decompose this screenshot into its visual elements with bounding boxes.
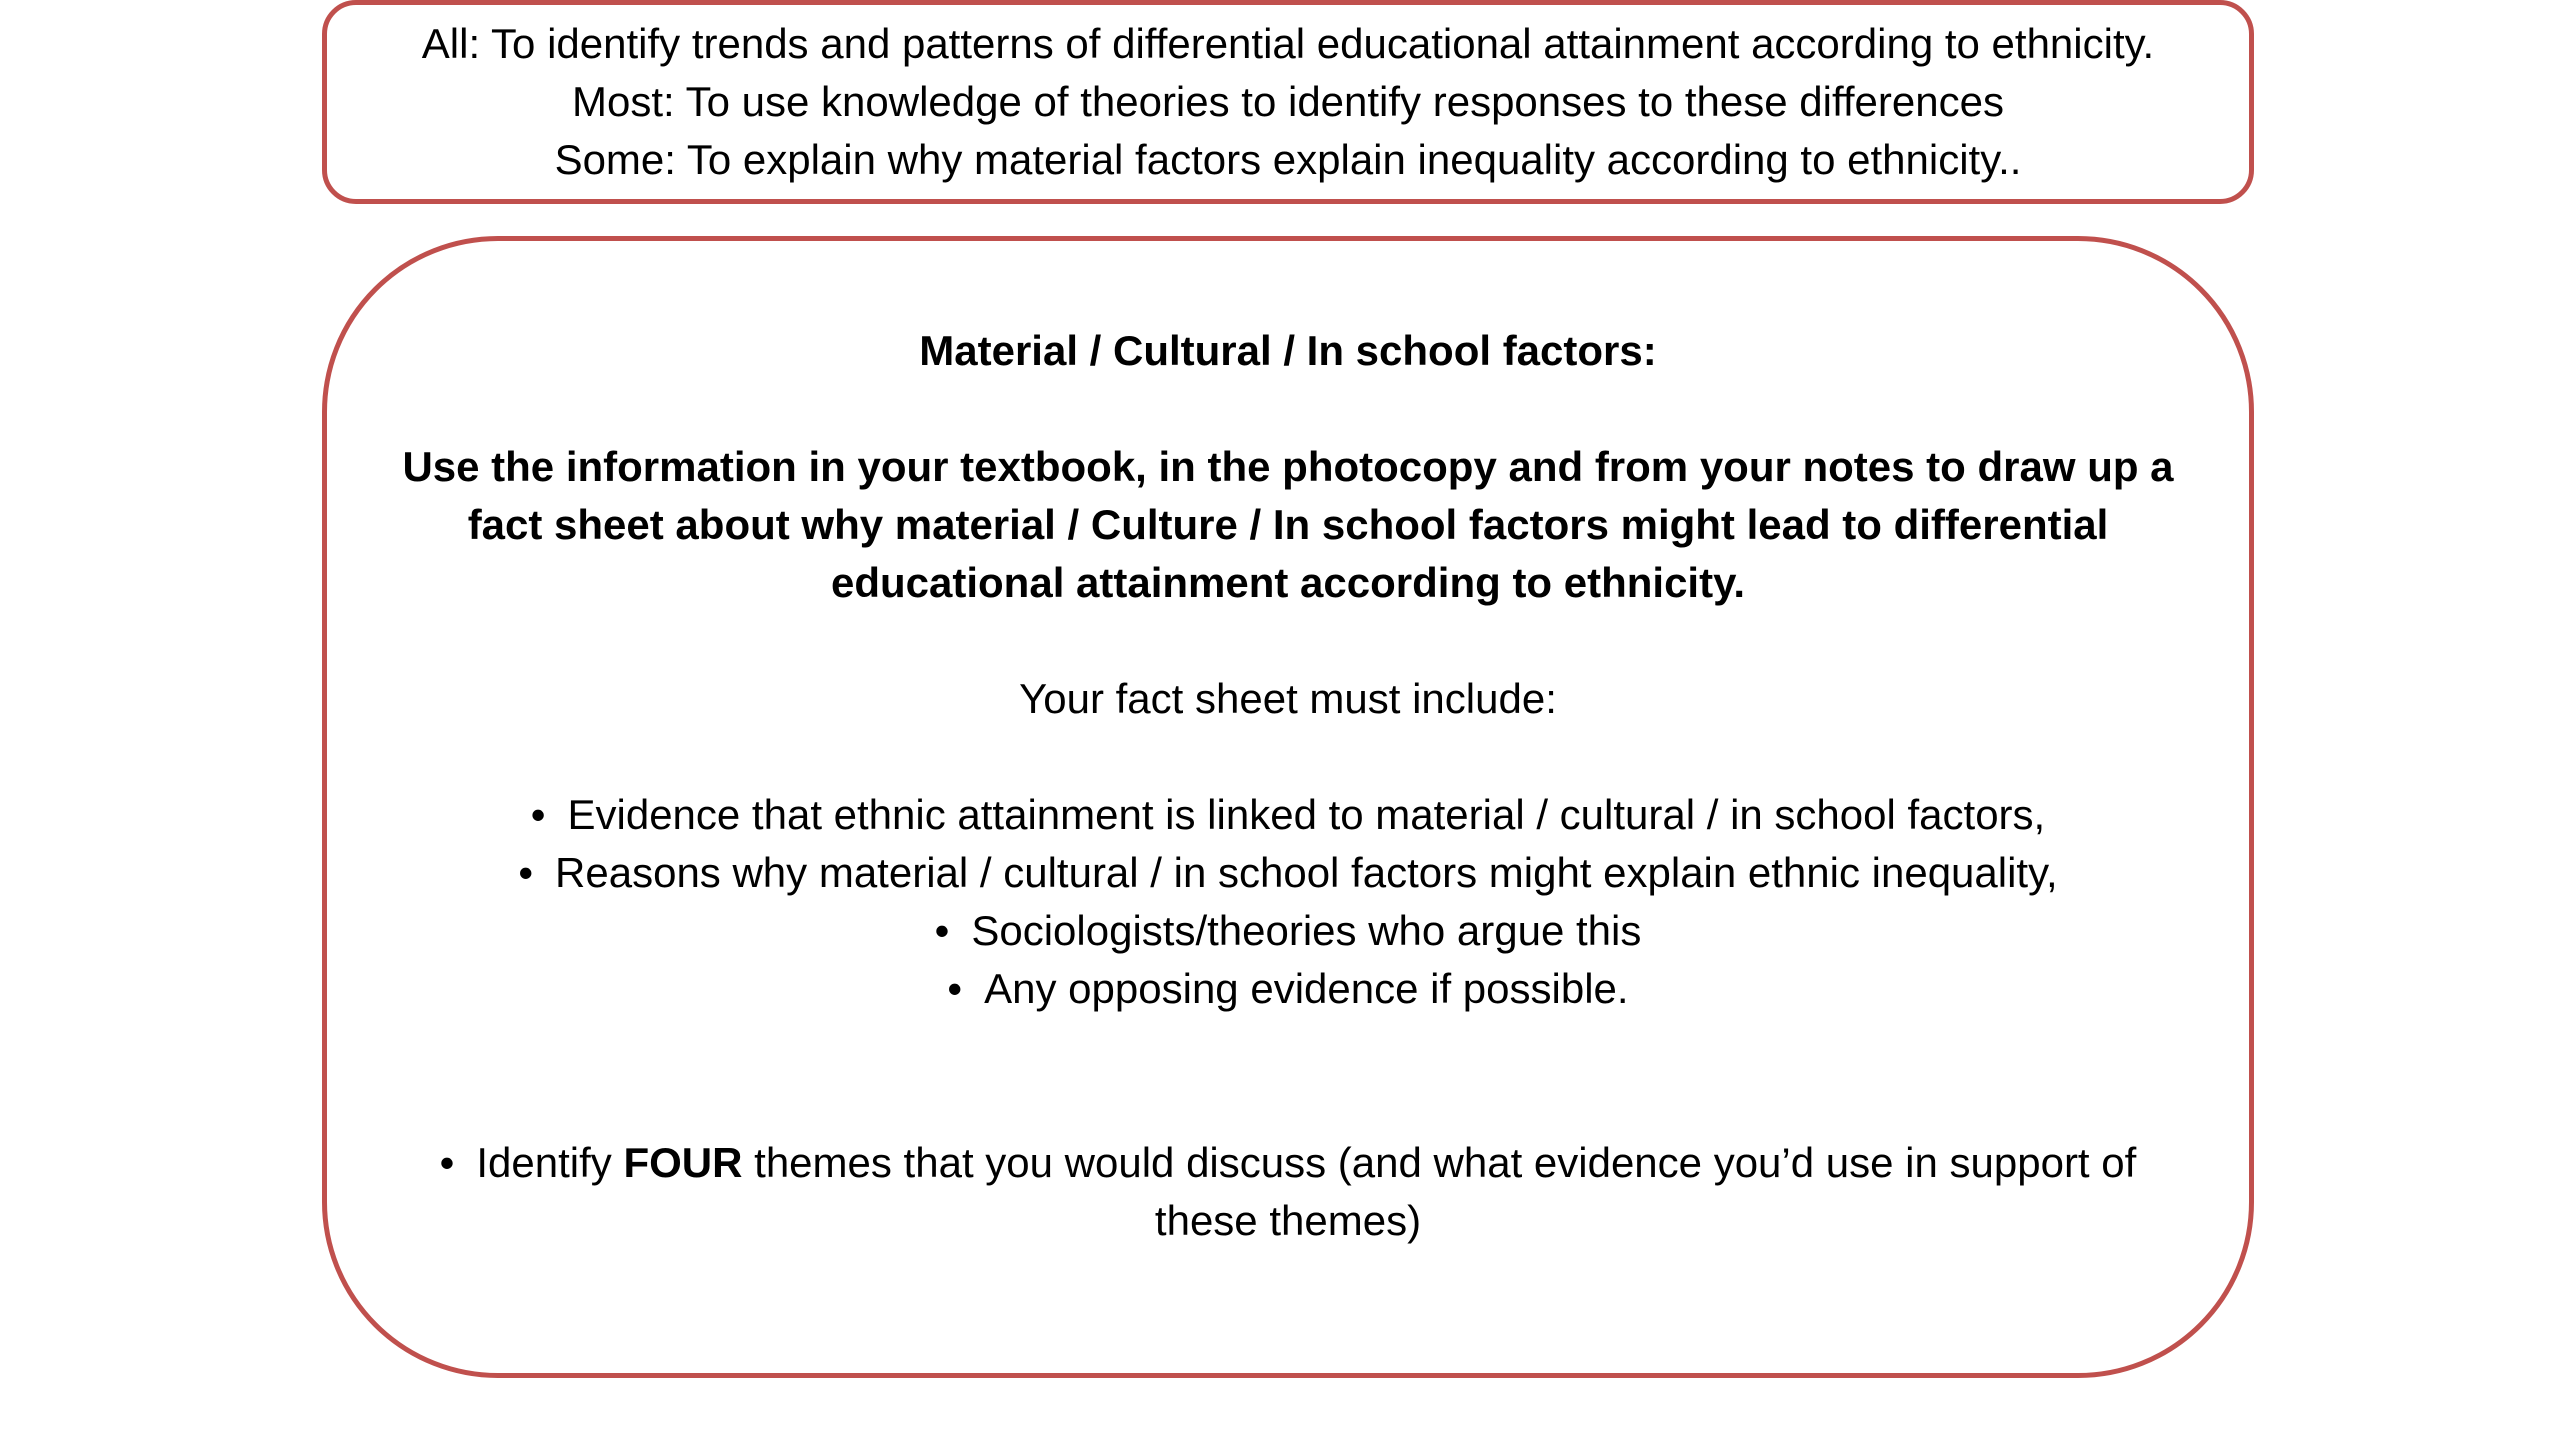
objective-most: Most: To use knowledge of theories to identify responses to these differences <box>572 78 2004 125</box>
bullet-icon: • <box>947 965 963 1012</box>
list-item <box>327 902 2249 960</box>
task-content <box>327 322 2249 1250</box>
themes-task <box>398 1134 2178 1250</box>
themes-count: FOUR <box>623 1139 743 1186</box>
list-item <box>327 786 2249 844</box>
themes-suffix: themes that you would discuss (and what evidence you’d use in support of these themes) <box>742 1139 2137 1244</box>
themes-prefix: Identify <box>476 1139 624 1186</box>
learning-objectives-box <box>322 0 2254 204</box>
bullet-icon: • <box>934 907 950 954</box>
list-item-text: Reasons why material / cultural / in school factors might explain ethnic inequality, <box>555 849 2058 896</box>
list-item-text: Sociologists/theories who argue this <box>971 907 1642 954</box>
list-item <box>327 844 2249 902</box>
bullet-icon: • <box>518 849 534 896</box>
requirements-list <box>327 786 2249 1018</box>
task-instructions: Use the information in your textbook, in the photocopy and from your notes to draw up a fact sheet about why material / Culture / In school factors might lead to differential educational attainment according to ethnicity. <box>402 443 2174 606</box>
bullet-icon: • <box>530 791 546 838</box>
list-item <box>327 960 2249 1018</box>
task-box <box>322 236 2254 1378</box>
objective-some: Some: To explain why material factors explain inequality according to ethnicity.. <box>554 136 2022 183</box>
bullet-icon: • <box>439 1139 455 1186</box>
include-label: Your fact sheet must include: <box>1019 675 1557 722</box>
task-heading: Material / Cultural / In school factors: <box>919 327 1657 374</box>
objective-all: All: To identify trends and patterns of differential educational attainment according to ethnicity. <box>421 20 2155 67</box>
list-item-text: Evidence that ethnic attainment is linked to material / cultural / in school factors, <box>567 791 2046 838</box>
list-item-text: Any opposing evidence if possible. <box>984 965 1629 1012</box>
